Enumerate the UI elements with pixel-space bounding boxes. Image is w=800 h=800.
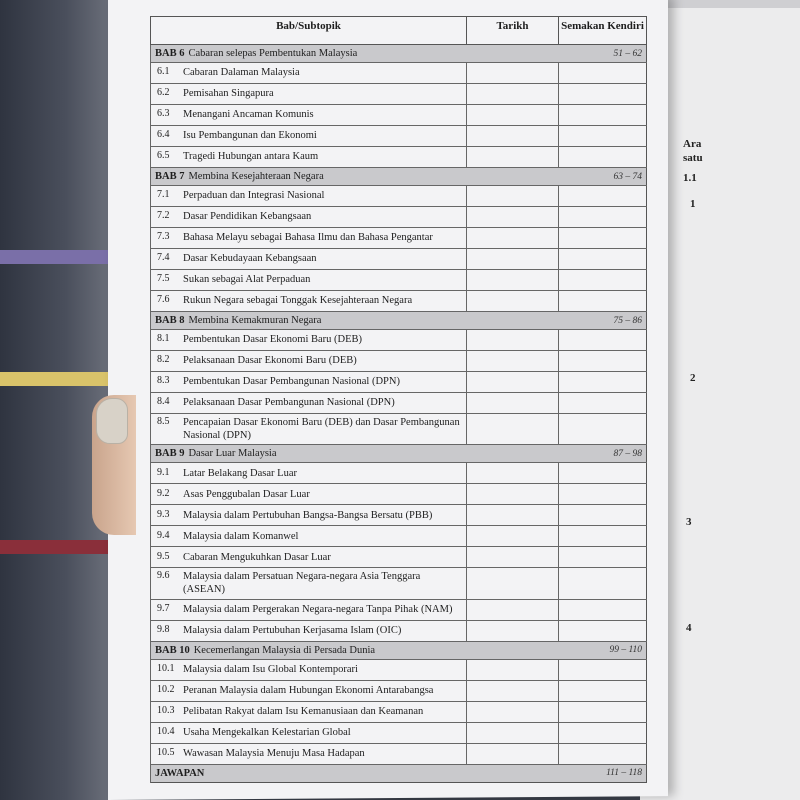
subtopic-number: 7.4 bbox=[157, 252, 170, 264]
subtopic-row bbox=[151, 63, 647, 84]
subtopic-cell bbox=[151, 372, 467, 393]
date-field[interactable] bbox=[467, 207, 559, 228]
subtopic-row bbox=[151, 659, 647, 680]
subtopic-row bbox=[151, 84, 647, 105]
subtopic bbox=[151, 568, 466, 598]
header-topic: Bab/Subtopik bbox=[151, 17, 467, 45]
date-field[interactable] bbox=[467, 463, 559, 484]
subtopic bbox=[151, 85, 466, 102]
subtopic bbox=[151, 64, 466, 81]
subtopic-row bbox=[151, 701, 647, 722]
chapter-row bbox=[151, 45, 647, 63]
subtopic-cell bbox=[151, 484, 467, 505]
subtopic-cell bbox=[151, 270, 467, 291]
background-stripe bbox=[0, 372, 110, 386]
self-check-field[interactable] bbox=[559, 105, 647, 126]
chapter-title-group bbox=[155, 48, 357, 59]
subtopic-cell bbox=[151, 126, 467, 147]
subtopic-row bbox=[151, 526, 647, 547]
date-field[interactable] bbox=[467, 228, 559, 249]
subtopic bbox=[151, 601, 466, 618]
date-field[interactable] bbox=[467, 599, 559, 620]
chapter-number: BAB 10 bbox=[155, 644, 190, 656]
background-stripe bbox=[0, 540, 110, 554]
chapter-title: Dasar Luar Malaysia bbox=[188, 448, 277, 460]
self-check-field[interactable] bbox=[559, 659, 647, 680]
subtopic-cell bbox=[151, 291, 467, 312]
subtopic bbox=[151, 394, 466, 411]
subtopic-row bbox=[151, 351, 647, 372]
subtopic-row bbox=[151, 249, 647, 270]
date-field[interactable] bbox=[467, 484, 559, 505]
chapter-number: BAB 6 bbox=[155, 48, 185, 59]
back-page-text: 1 bbox=[690, 198, 696, 210]
answers-cell bbox=[151, 764, 647, 782]
self-check-field[interactable] bbox=[559, 722, 647, 743]
subtopic-label: Malaysia dalam Pertubuhan Bangsa-Bangsa Bersatu (PBB) bbox=[183, 509, 433, 521]
subtopic-row bbox=[151, 568, 647, 599]
chapter-header bbox=[151, 448, 646, 459]
subtopic-label: Cabaran Mengukuhkan Dasar Luar bbox=[183, 551, 331, 563]
subtopic-cell bbox=[151, 393, 467, 414]
subtopic-label: Malaysia dalam Pergerakan Negara-negara Tanpa Pihak (NAM) bbox=[183, 603, 453, 615]
subtopic-row bbox=[151, 147, 647, 168]
subtopic-cell bbox=[151, 105, 467, 126]
self-check-field[interactable] bbox=[559, 463, 647, 484]
header-self-check: Semakan Kendiri bbox=[559, 17, 647, 45]
back-page-text: satu bbox=[683, 152, 703, 164]
self-check-field[interactable] bbox=[559, 228, 647, 249]
background-left bbox=[0, 0, 110, 800]
chapter-page-range: 99 – 110 bbox=[609, 645, 642, 655]
self-check-field[interactable] bbox=[559, 743, 647, 764]
date-field[interactable] bbox=[467, 722, 559, 743]
subtopic-number: 9.5 bbox=[157, 550, 170, 562]
subtopic-label: Asas Penggubalan Dasar Luar bbox=[183, 488, 310, 500]
self-check-field[interactable] bbox=[559, 701, 647, 722]
subtopic-label: Pelaksanaan Dasar Pembangunan Nasional (DPN) bbox=[183, 397, 395, 409]
date-field[interactable] bbox=[467, 393, 559, 414]
date-field[interactable] bbox=[467, 105, 559, 126]
date-field[interactable] bbox=[467, 659, 559, 680]
self-check-field[interactable] bbox=[559, 207, 647, 228]
chapter-row bbox=[151, 312, 647, 330]
back-page-edge bbox=[650, 0, 800, 8]
subtopic-label: Dasar Kebudayaan Kebangsaan bbox=[183, 253, 317, 265]
subtopic-row bbox=[151, 393, 647, 414]
self-check-field[interactable] bbox=[559, 186, 647, 207]
date-field[interactable] bbox=[467, 680, 559, 701]
subtopic-cell bbox=[151, 330, 467, 351]
subtopic-label: Pembentukan Dasar Ekonomi Baru (DEB) bbox=[183, 334, 363, 346]
back-page-text: Ara bbox=[683, 138, 702, 150]
self-check-field[interactable] bbox=[559, 372, 647, 393]
subtopic-cell bbox=[151, 568, 467, 599]
subtopic-cell bbox=[151, 84, 467, 105]
subtopic bbox=[151, 187, 466, 204]
subtopic bbox=[151, 208, 466, 225]
chapter-cell bbox=[151, 641, 647, 659]
subtopic bbox=[151, 271, 466, 288]
subtopic bbox=[151, 661, 466, 678]
self-check-field[interactable] bbox=[559, 526, 647, 547]
subtopic-row bbox=[151, 599, 647, 620]
chapter-cell bbox=[151, 45, 647, 63]
chapter-number: BAB 9 bbox=[155, 448, 185, 460]
thumbnail-nail bbox=[96, 398, 128, 444]
subtopic-label: Dasar Pendidikan Kebangsaan bbox=[183, 211, 312, 223]
self-check-field[interactable] bbox=[559, 547, 647, 568]
subtopic-cell bbox=[151, 463, 467, 484]
subtopic-label: Malaysia dalam Isu Global Kontemporari bbox=[183, 663, 358, 675]
subtopic-number: 9.6 bbox=[157, 570, 170, 582]
date-field[interactable] bbox=[467, 743, 559, 764]
date-field[interactable] bbox=[467, 291, 559, 312]
back-page-text: 1.1 bbox=[683, 172, 697, 184]
subtopic-cell bbox=[151, 659, 467, 680]
chapter-row bbox=[151, 445, 647, 463]
subtopic-number: 6.5 bbox=[157, 150, 170, 162]
self-check-field[interactable] bbox=[559, 680, 647, 701]
subtopic-number: 9.8 bbox=[157, 623, 170, 635]
subtopic-number: 9.4 bbox=[157, 529, 170, 541]
chapter-page-range: 75 – 86 bbox=[613, 315, 642, 326]
subtopic bbox=[151, 229, 466, 246]
subtopic-label: Malaysia dalam Komanwel bbox=[183, 530, 299, 542]
subtopic-label: Pencapaian Dasar Ekonomi Baru (DEB) dan Dasar Pembangunan Nasional (DPN) bbox=[183, 417, 460, 442]
subtopic-row bbox=[151, 680, 647, 701]
chapter-page-range: 63 – 74 bbox=[613, 171, 642, 182]
chapter-title: Membina Kesejahteraan Negara bbox=[188, 171, 324, 182]
chapter-title: Membina Kemakmuran Negara bbox=[188, 315, 322, 326]
subtopic-cell bbox=[151, 547, 467, 568]
self-check-field[interactable] bbox=[559, 505, 647, 526]
subtopic bbox=[151, 486, 466, 503]
subtopic bbox=[151, 331, 466, 348]
date-field[interactable] bbox=[467, 505, 559, 526]
toc-table-container bbox=[150, 16, 646, 783]
subtopic-row bbox=[151, 620, 647, 641]
self-check-field[interactable] bbox=[559, 393, 647, 414]
subtopic bbox=[151, 373, 466, 390]
subtopic-cell bbox=[151, 63, 467, 84]
self-check-field[interactable] bbox=[559, 330, 647, 351]
self-check-field[interactable] bbox=[559, 414, 647, 445]
subtopic-cell bbox=[151, 680, 467, 701]
answers-header bbox=[151, 768, 646, 779]
chapter-cell bbox=[151, 168, 647, 186]
subtopic-cell bbox=[151, 351, 467, 372]
date-field[interactable] bbox=[467, 84, 559, 105]
subtopic-label: Rukun Negara sebagai Tonggak Kesejahteraan Negara bbox=[183, 295, 413, 307]
chapter-page-range: 51 – 62 bbox=[613, 48, 642, 59]
subtopic-row bbox=[151, 463, 647, 484]
subtopic-number: 9.2 bbox=[157, 487, 170, 499]
subtopic-number: 6.3 bbox=[157, 108, 170, 120]
date-field[interactable] bbox=[467, 249, 559, 270]
chapter-cell bbox=[151, 445, 647, 463]
answers-label: JAWAPAN bbox=[155, 767, 205, 779]
date-field[interactable] bbox=[467, 620, 559, 641]
self-check-field[interactable] bbox=[559, 63, 647, 84]
date-field[interactable] bbox=[467, 372, 559, 393]
date-field[interactable] bbox=[467, 701, 559, 722]
subtopic-label: Sukan sebagai Alat Perpaduan bbox=[183, 274, 311, 286]
chapter-header bbox=[151, 315, 646, 326]
chapter-row bbox=[151, 641, 647, 659]
subtopic-row bbox=[151, 505, 647, 526]
subtopic-number: 9.3 bbox=[157, 508, 170, 520]
subtopic bbox=[151, 106, 466, 123]
subtopic bbox=[151, 250, 466, 267]
subtopic-label: Tragedi Hubungan antara Kaum bbox=[183, 151, 319, 163]
subtopic-label: Isu Pembangunan dan Ekonomi bbox=[183, 130, 317, 142]
subtopic bbox=[151, 414, 466, 444]
answers-page-range: 111 – 118 bbox=[606, 768, 642, 778]
chapter-header bbox=[151, 48, 646, 59]
subtopic-cell bbox=[151, 186, 467, 207]
chapter-title: Kecemerlangan Malaysia di Persada Dunia bbox=[193, 644, 376, 656]
subtopic-cell bbox=[151, 599, 467, 620]
self-check-field[interactable] bbox=[559, 84, 647, 105]
subtopic-label: Pembentukan Dasar Pembangunan Nasional (DPN) bbox=[183, 376, 400, 388]
subtopic-label: Pemisahan Singapura bbox=[183, 88, 274, 100]
subtopic-row bbox=[151, 330, 647, 351]
chapter-page-range: 87 – 98 bbox=[613, 448, 642, 459]
subtopic bbox=[151, 703, 466, 720]
subtopic-row bbox=[151, 207, 647, 228]
chapter-number: BAB 8 bbox=[155, 315, 185, 326]
subtopic-row bbox=[151, 414, 647, 445]
date-field[interactable] bbox=[467, 526, 559, 547]
chapter-row bbox=[151, 168, 647, 186]
subtopic bbox=[151, 465, 466, 482]
subtopic-row bbox=[151, 105, 647, 126]
subtopic-cell bbox=[151, 743, 467, 764]
back-page-text: 3 bbox=[686, 516, 692, 528]
subtopic-label: Latar Belakang Dasar Luar bbox=[183, 467, 297, 479]
date-field[interactable] bbox=[467, 547, 559, 568]
chapter-title-group bbox=[155, 448, 277, 459]
subtopic-label: Peranan Malaysia dalam Hubungan Ekonomi Antarabangsa bbox=[183, 684, 434, 696]
date-field[interactable] bbox=[467, 186, 559, 207]
subtopic-row bbox=[151, 547, 647, 568]
subtopic-number: 7.1 bbox=[157, 189, 170, 201]
self-check-field[interactable] bbox=[559, 568, 647, 599]
subtopic-number: 8.2 bbox=[157, 354, 170, 366]
self-check-field[interactable] bbox=[559, 351, 647, 372]
background-stripe bbox=[0, 250, 110, 264]
self-check-field[interactable] bbox=[559, 291, 647, 312]
subtopic-row bbox=[151, 722, 647, 743]
chapter-title-group bbox=[155, 315, 321, 326]
date-field[interactable] bbox=[467, 330, 559, 351]
self-check-field[interactable] bbox=[559, 599, 647, 620]
subtopic-number: 10.4 bbox=[157, 725, 175, 737]
subtopic-label: Malaysia dalam Pertubuhan Kerjasama Islam (OIC) bbox=[183, 624, 402, 636]
answers-row bbox=[151, 764, 647, 782]
subtopic bbox=[151, 682, 466, 699]
subtopic-label: Menangani Ancaman Komunis bbox=[183, 109, 314, 121]
subtopic-number: 9.7 bbox=[157, 602, 170, 614]
subtopic bbox=[151, 292, 466, 309]
subtopic bbox=[151, 745, 466, 762]
date-field[interactable] bbox=[467, 568, 559, 599]
subtopic-cell bbox=[151, 722, 467, 743]
subtopic bbox=[151, 622, 466, 639]
subtopic-label: Wawasan Malaysia Menuju Masa Hadapan bbox=[183, 747, 365, 759]
subtopic-number: 10.2 bbox=[157, 683, 175, 695]
subtopic-cell bbox=[151, 147, 467, 168]
subtopic-cell bbox=[151, 228, 467, 249]
header-date: Tarikh bbox=[467, 17, 559, 45]
date-field[interactable] bbox=[467, 126, 559, 147]
subtopic-cell bbox=[151, 701, 467, 722]
subtopic-row bbox=[151, 186, 647, 207]
chapter-header bbox=[151, 645, 646, 656]
subtopic-cell bbox=[151, 505, 467, 526]
date-field[interactable] bbox=[467, 63, 559, 84]
back-page-text: 4 bbox=[686, 622, 692, 634]
subtopic-row bbox=[151, 372, 647, 393]
subtopic-row bbox=[151, 291, 647, 312]
subtopic-number: 10.1 bbox=[157, 662, 175, 674]
subtopic-row bbox=[151, 743, 647, 764]
subtopic-number: 7.2 bbox=[157, 210, 170, 222]
subtopic-number: 8.4 bbox=[157, 396, 170, 408]
subtopic bbox=[151, 549, 466, 566]
chapter-header bbox=[151, 171, 646, 182]
subtopic-row bbox=[151, 228, 647, 249]
subtopic bbox=[151, 507, 466, 524]
subtopic-row bbox=[151, 484, 647, 505]
subtopic-number: 10.5 bbox=[157, 746, 175, 758]
date-field[interactable] bbox=[467, 147, 559, 168]
subtopic-number: 6.1 bbox=[157, 66, 170, 78]
subtopic-label: Malaysia dalam Persatuan Negara-negara Asia Tenggara (ASEAN) bbox=[183, 571, 421, 596]
subtopic-cell bbox=[151, 526, 467, 547]
subtopic-label: Pelaksanaan Dasar Ekonomi Baru (DEB) bbox=[183, 355, 357, 367]
subtopic-label: Cabaran Dalaman Malaysia bbox=[183, 67, 300, 79]
subtopic bbox=[151, 528, 466, 545]
self-check-field[interactable] bbox=[559, 270, 647, 291]
subtopic-label: Bahasa Melayu sebagai Bahasa Ilmu dan Bahasa Pengantar bbox=[183, 232, 433, 244]
date-field[interactable] bbox=[467, 351, 559, 372]
self-check-field[interactable] bbox=[559, 147, 647, 168]
chapter-number: BAB 7 bbox=[155, 171, 185, 182]
subtopic-label: Pelibatan Rakyat dalam Isu Kemanusiaan dan Keamanan bbox=[183, 705, 424, 717]
self-check-field[interactable] bbox=[559, 620, 647, 641]
self-check-field[interactable] bbox=[559, 484, 647, 505]
chapter-cell bbox=[151, 312, 647, 330]
toc-table bbox=[150, 16, 647, 783]
subtopic-cell bbox=[151, 620, 467, 641]
subtopic-number: 8.3 bbox=[157, 375, 170, 387]
subtopic-number: 7.5 bbox=[157, 273, 170, 285]
subtopic bbox=[151, 724, 466, 741]
subtopic-row bbox=[151, 270, 647, 291]
self-check-field[interactable] bbox=[559, 126, 647, 147]
subtopic-row bbox=[151, 126, 647, 147]
subtopic-cell bbox=[151, 249, 467, 270]
date-field[interactable] bbox=[467, 414, 559, 445]
back-page-text: 2 bbox=[690, 372, 696, 384]
subtopic-label: Usaha Mengekalkan Kelestarian Global bbox=[183, 726, 351, 738]
chapter-title-group bbox=[155, 171, 324, 182]
subtopic-cell bbox=[151, 207, 467, 228]
self-check-field[interactable] bbox=[559, 249, 647, 270]
subtopic bbox=[151, 148, 466, 165]
chapter-title: Cabaran selepas Pembentukan Malaysia bbox=[188, 48, 358, 59]
subtopic-number: 7.3 bbox=[157, 231, 170, 243]
subtopic-number: 10.3 bbox=[157, 704, 175, 716]
subtopic-number: 6.4 bbox=[157, 129, 170, 141]
subtopic bbox=[151, 127, 466, 144]
subtopic-label: Perpaduan dan Integrasi Nasional bbox=[183, 190, 325, 202]
date-field[interactable] bbox=[467, 270, 559, 291]
subtopic-number: 9.1 bbox=[157, 466, 170, 478]
subtopic-number: 6.2 bbox=[157, 87, 170, 99]
subtopic-number: 7.6 bbox=[157, 294, 170, 306]
chapter-title-group bbox=[155, 645, 375, 656]
subtopic-cell bbox=[151, 414, 467, 445]
subtopic-number: 8.5 bbox=[157, 416, 170, 427]
subtopic bbox=[151, 352, 466, 369]
subtopic-number: 8.1 bbox=[157, 333, 170, 345]
